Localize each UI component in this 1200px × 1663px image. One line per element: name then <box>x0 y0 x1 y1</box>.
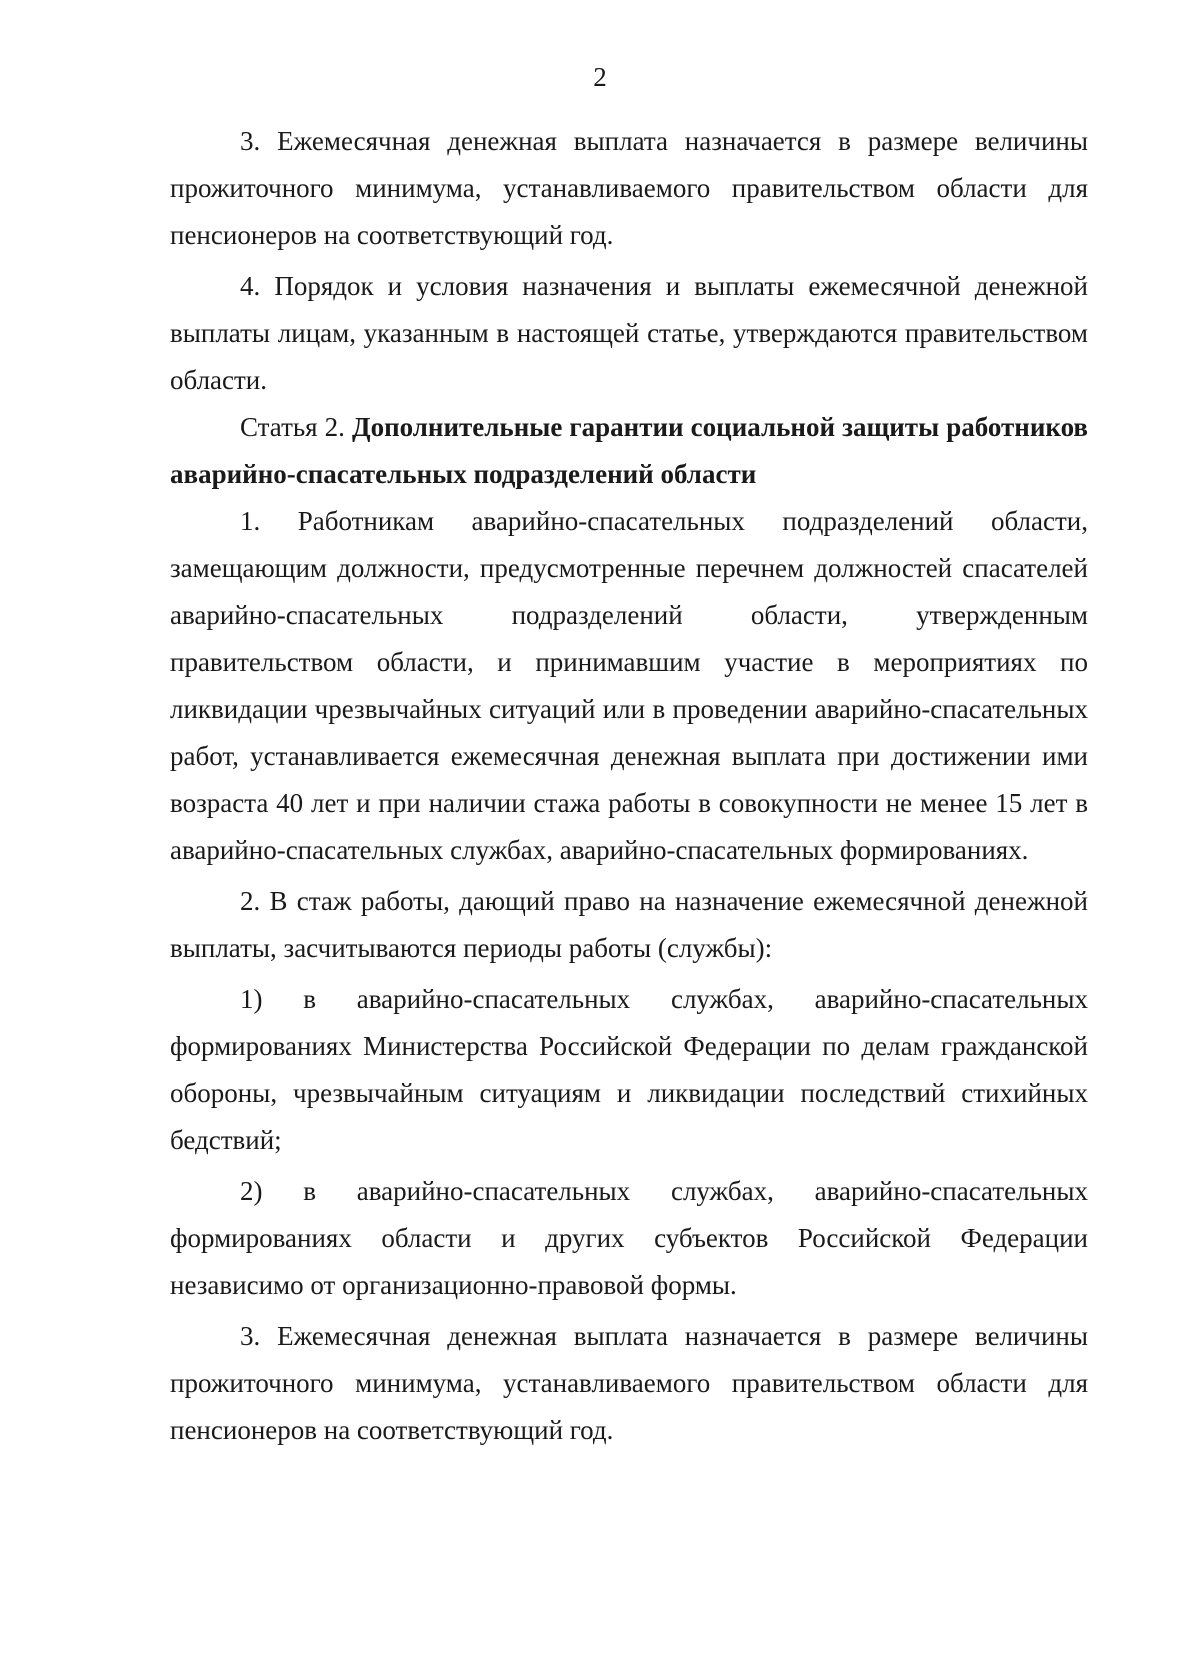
article-2-paragraph-2: 2. В стаж работы, дающий право на назначение ежемесячной денежной выплаты, засчитываются периоды работы (службы): <box>170 886 1088 963</box>
paragraph-4-previous-article: 4. Порядок и условия назначения и выплаты ежемесячной денежной выплаты лицам, указанным в настоящей статье, утверждаются правительством области. <box>170 271 1088 395</box>
article-2-subitem-1: 1) в аварийно-спасательных службах, аварийно-спасательных формированиях Министерства Российской Федерации по делам гражданской обороны, чрезвычайным ситуациям и ликвидации последствий стихийных бедствий; <box>170 984 1088 1155</box>
document-body <box>170 118 1088 1454</box>
article-label: Статья 2. <box>240 412 345 442</box>
article-2-subitem-2: 2) в аварийно-спасательных службах, аварийно-спасательных формированиях области и других субъектов Российской Федерации независимо от организационно-правовой формы. <box>170 1176 1088 1300</box>
paragraph-3-previous-article: 3. Ежемесячная денежная выплата назначается в размере величины прожиточного минимума, устанавливаемого правительством области для пенсионеров на соответствующий год. <box>170 126 1088 250</box>
article-2-paragraph-1: 1. Работникам аварийно-спасательных подразделений области, замещающим должности, предусмотренные перечнем должностей спасателей аварийно-спасательных подразделений области, утвержденным правительством области, и принимавшим участие в мероприятиях по ликвидации чрезвычайных ситуаций или в проведении аварийно-спасательных работ, устанавливается ежемесячная денежная выплата при достижении ими возраста 40 лет и при наличии стажа работы в совокупности не менее 15 лет в аварийно-спасательных службах, аварийно-спасательных формированиях. <box>170 506 1088 865</box>
page-number: 2 <box>593 62 607 92</box>
article-title: Дополнительные гарантии социальной защиты работников аварийно-спасательных подразделений области <box>170 412 1089 489</box>
article-2-paragraph-3: 3. Ежемесячная денежная выплата назначается в размере величины прожиточного минимума, устанавливаемого правительством области для пенсионеров на соответствующий год. <box>170 1321 1088 1445</box>
article-heading <box>170 404 1088 498</box>
